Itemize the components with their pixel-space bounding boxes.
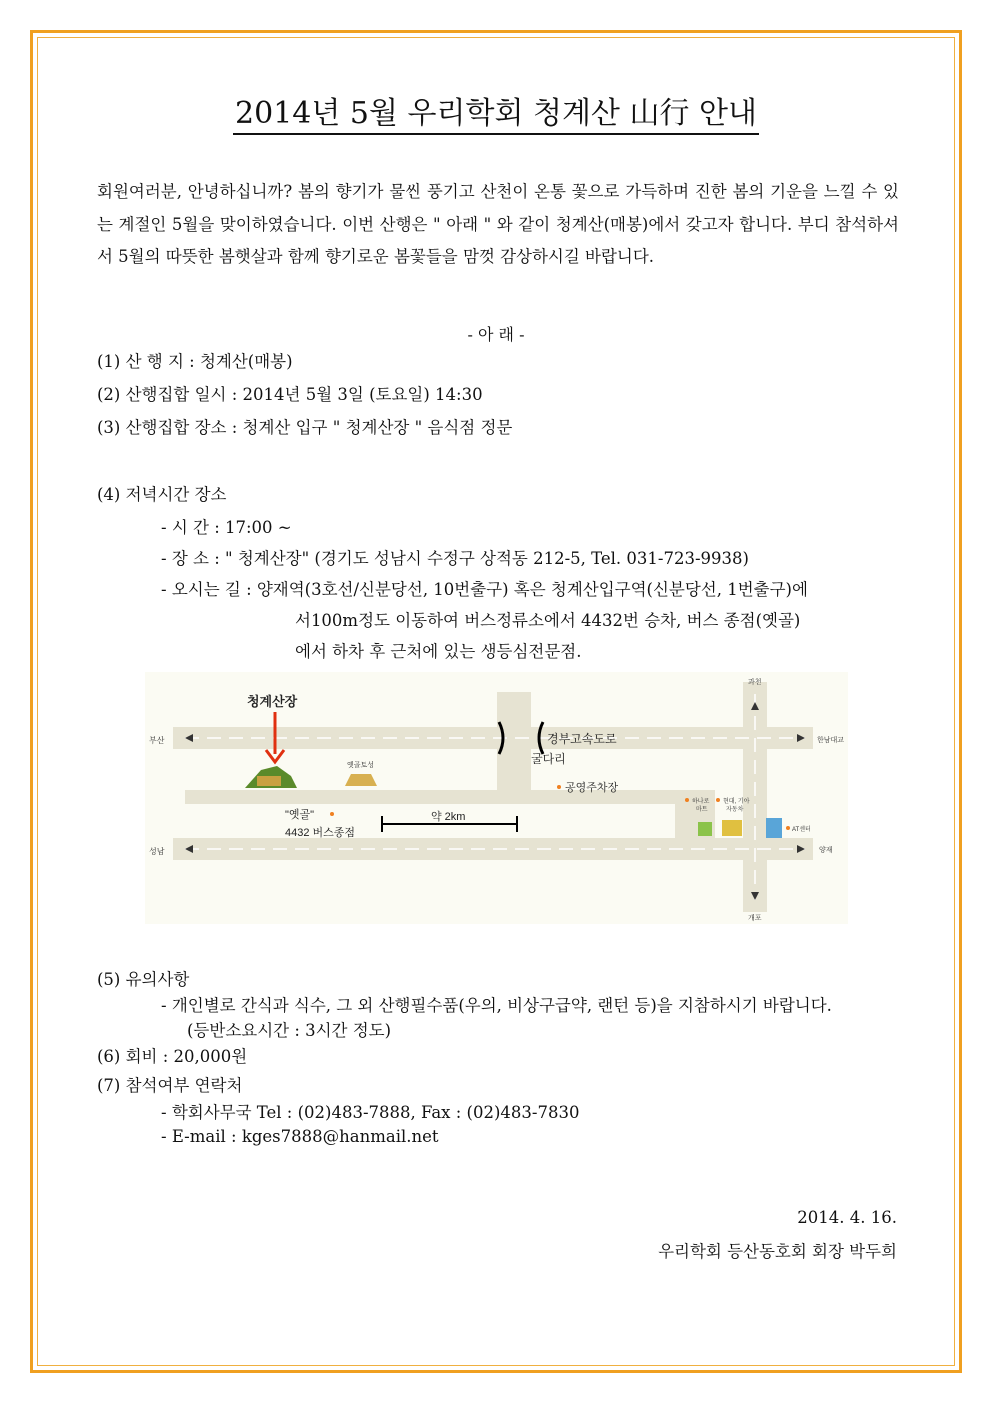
item-4-directions-2: 서100m정도 이동하여 버스정류소에서 4432번 승차, 버스 종점(옛골) (295, 611, 801, 630)
item-7-contact: (7) 참석여부 연락처 (97, 1076, 243, 1095)
map-label-gongyeong: 공영주차장 (565, 782, 619, 794)
intro-paragraph: 회원여러분, 안녕하십니까? 봄의 향기가 물씬 풍기고 산천이 온통 꽃으로 가득하며 진한 봄의 기운을 느낄 수 있는 계절인 5월을 맞이하였습니다. 이번 산행은 " 아래 " 와 같이 청계산(매봉)에서 갖고자 합니다. 부디 참석하셔서 5월의 따뜻한 봄햇살과 함께 향기로운 봄꽃들을 맘껏 감상하시길 바랍니다. (97, 182, 899, 266)
item-4-directions-3: 에서 하차 후 근처에 있는 생등심전문점. (295, 642, 582, 661)
item-7-email: - E-mail : kges7888@hanmail.net (161, 1127, 439, 1146)
document-title: 2014년 5월 우리학회 청계산 山行 안내 (0, 88, 992, 132)
map-label-gaepo: 개포 (748, 915, 762, 922)
location-map (145, 672, 848, 924)
item-5-notes: (5) 유의사항 (97, 970, 190, 989)
map-label-yangjae: 양재 (819, 847, 833, 854)
map-label-gwacheon: 과천 (748, 679, 762, 686)
map-label-at-center: AT센터 (792, 827, 811, 833)
map-label-hanaro-2: 마트 (696, 807, 708, 813)
item-4-place: - 장 소 : " 청계산장" (경기도 성남시 수정구 상적동 212-5, Tel. 031-723-9938) (161, 549, 749, 568)
item-2-datetime: (2) 산행집합 일시 : 2014년 5월 3일 (토요일) 14:30 (97, 385, 483, 404)
map-label-cheonggye-sanjang: 청계산장 (247, 694, 298, 709)
map-label-hannam: 한남대교 (817, 737, 845, 744)
map-label-gyeongbu: 경부고속도로 (547, 732, 617, 746)
item-4-directions: - 오시는 길 : 양재역(3호선/신분당선, 10번출구) 혹은 청계산입구역(신분당선, 1번출구)에 (161, 580, 808, 599)
map-label-hanaro: 하나로 (692, 799, 710, 805)
map-label-bus-terminal: 4432 버스종점 (285, 827, 356, 839)
car-dealer-building-icon (722, 820, 742, 836)
item-4-time: - 시 간 : 17:00 ~ (161, 518, 292, 537)
notice-heading: - 아 래 - (467, 325, 525, 344)
item-4-dinner: (4) 저녁시간 장소 (97, 485, 227, 504)
map-label-guldari: 굴다리 (531, 752, 566, 766)
mart-building-icon (698, 822, 712, 836)
map-label-yetgol: "옛골" (285, 809, 315, 821)
item-3-meeting-place: (3) 산행집합 장소 : 청계산 입구 " 청계산장 " 음식점 정문 (97, 418, 513, 437)
signature-line: 우리학회 등산동호회 회장 박두희 (658, 1242, 897, 1261)
item-1-location: (1) 산 행 지 : 청계산(매봉) (97, 352, 293, 371)
map-label-distance: 약 2km (431, 811, 466, 823)
map-label-seongnam: 성남 (149, 847, 165, 856)
item-7-phone: - 학회사무국 Tel : (02)483-7888, Fax : (02)483-7830 (161, 1103, 580, 1122)
item-5-note-2: (등반소요시간 : 3시간 정도) (187, 1021, 392, 1040)
at-center-building-icon (766, 818, 782, 838)
item-5-note-1: - 개인별로 간식과 식수, 그 외 산행필수품(우의, 비상구급약, 랜턴 등)을 지참하시기 바랍니다. (161, 996, 832, 1015)
yetgol-toseong-building-icon (345, 774, 377, 786)
map-label-busan: 부산 (149, 736, 165, 745)
map-label-hyundai-2: 자동차 (726, 807, 744, 813)
item-6-fee: (6) 회비 : 20,000원 (97, 1047, 248, 1066)
document-date: 2014. 4. 16. (797, 1208, 897, 1227)
map-label-yetgol-toseong: 옛골토성 (347, 762, 375, 769)
map-label-hyundai: 현대, 기아 (723, 799, 750, 805)
